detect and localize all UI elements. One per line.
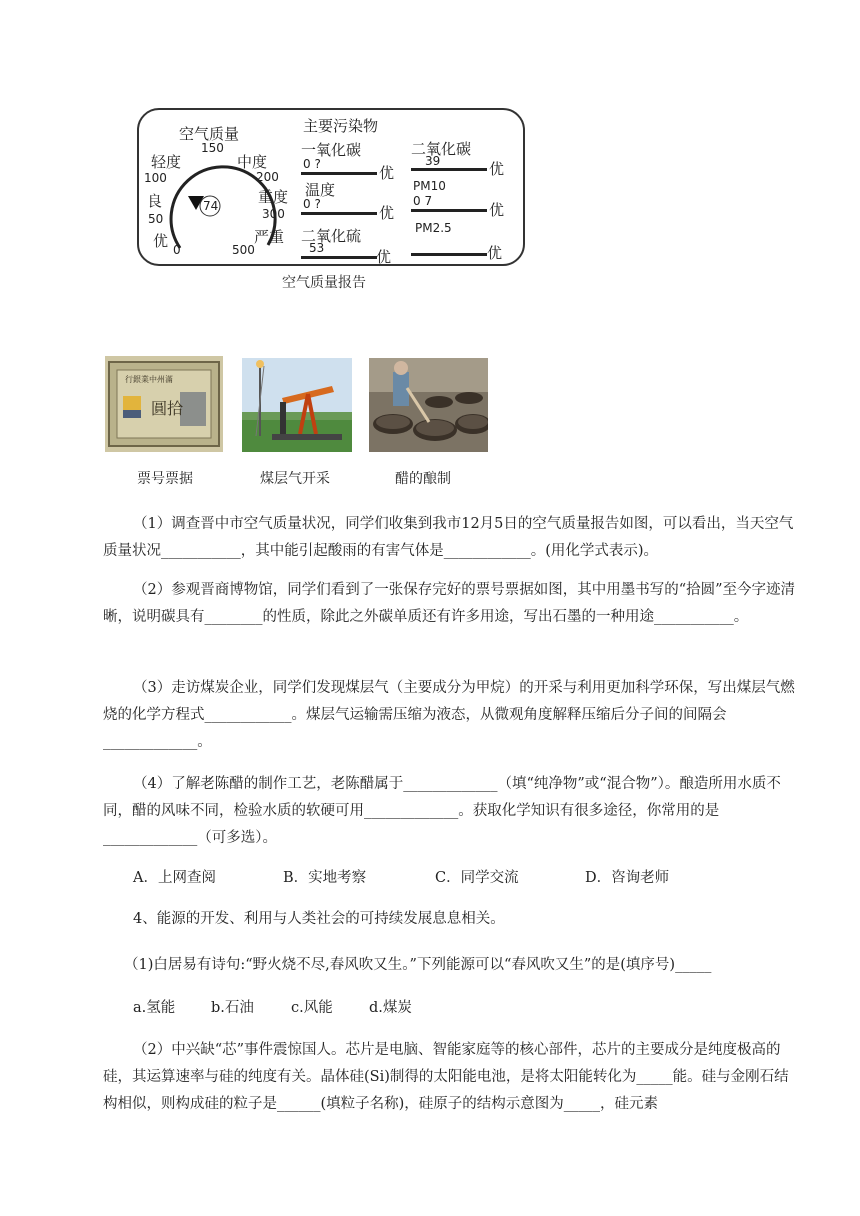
pollutant-bar [301,256,377,259]
pollutant-value: 0 ? [303,197,321,211]
pollutant-bar [301,172,377,175]
photo-caption: 醋的酿制 [395,471,451,487]
energy-option-a: a.氢能 [133,1000,176,1016]
pollutant-bar [411,253,487,256]
gauge-label-200: 200 [256,170,279,184]
gauge-label-excellent: 优 [153,232,169,250]
question-2: （2）参观晋商博物馆，同学们看到了一张保存完好的票号票据如图，其中用墨书写的“拾圆”至今字迹清晰，说明碳具有________的性质，除此之外碳单质还有许多用途，写出石墨的一种用途___________。 [103,582,796,625]
section-4-question-1: （1)白居易有诗句:“野火烧不尽,春风吹又生。”下列能源可以“春风吹又生”的是(填序号)_____ [124,957,712,973]
svg-text:行銀業中州滿: 行銀業中州滿 [125,375,173,384]
pollutant-end-label: 优 [489,201,505,219]
pollutant-bar [411,209,487,212]
pollutant-value: 0 7 [413,194,433,208]
pollutant-value: 39 [425,154,441,168]
pollutant-end-label: 优 [376,248,392,266]
question-3: （3）走访煤炭企业，同学们发现煤层气（主要成分为甲烷）的开采与利用更加科学环保，写出煤层气燃烧的化学方程式____________。煤层气运输需压缩为液态，从微观角度解释压缩后分子间的间隔会_____________。 [103,680,795,750]
option-b: B．实地考察 [283,870,367,886]
section-4-title: 4、能源的开发、利用与人类社会的可持续发展息息相关。 [133,911,505,927]
pollutant-name: 二氧化硫 [301,227,362,245]
gauge-label-heavy: 重度 [258,188,289,206]
energy-option-c: c.风能 [291,1000,333,1016]
pollutant-end-label: 优 [379,164,395,182]
pollutants-title: 主要污染物 [303,117,379,135]
gauge-label-50: 50 [148,212,164,226]
pollutant-bar [411,168,487,171]
svg-text:圓拾: 圓拾 [151,399,184,418]
pollutant-value: 0 ? [303,157,321,171]
gauge-label-light: 轻度 [151,153,182,171]
gauge-title: 空气质量 [179,125,240,143]
pollutant-bar [301,212,377,215]
pollutant-end-label: 优 [489,160,505,178]
section-4-question-2: （2）中兴缺“芯”事件震惊国人。芯片是电脑、智能家庭等的核心部件，芯片的主要成分是纯度极高的硅，其运算速率与硅的纯度有关。晶体硅(Si)制得的太阳能电池，是将太阳能转化为_____能。硅与金刚石结构相似，则构成硅的粒子是______(填粒子名称)，硅原子的结构示意图为_____，硅元素 [103,1042,789,1112]
pollutant-name: 一氧化碳 [301,141,362,159]
gauge-label-severe: 严重 [254,228,285,246]
photo-caption: 煤层气开采 [260,471,330,487]
option-c: C．同学交流 [435,870,519,886]
pumpjack-photo [242,358,352,452]
gauge-label-0: 0 [173,243,181,257]
gauge-label-100: 100 [144,171,167,185]
gauge-label-150: 150 [201,141,224,155]
energy-option-d: d.煤炭 [369,1000,412,1016]
vinegar-brewing-photo [369,358,488,452]
air-quality-caption: 空气质量报告 [282,275,366,291]
gauge-label-500: 500 [232,243,255,257]
gauge-label-300: 300 [262,207,285,221]
pollutant-name: PM2.5 [415,221,452,235]
gauge-value: 74 [203,199,219,213]
gauge-label-good: 良 [147,192,163,210]
option-a: A．上网查阅 [133,870,216,886]
question-4: （4）了解老陈醋的制作工艺，老陈醋属于_____________（填“纯净物”或“混合物”）。酿造所用水质不同，醋的风味不同，检验水质的软硬可用_____________。获取化学知识有很多途径，你常用的是_____________（可多选）。 [103,776,781,846]
photo-caption: 票号票据 [137,471,193,487]
pollutant-end-label: 优 [487,244,503,262]
energy-option-b: b.石油 [211,1000,254,1016]
question-1: （1）调查晋中市空气质量状况，同学们收集到我市12月5日的空气质量报告如图，可以看出，当天空气质量状况___________，其中能引起酸雨的有害气体是____________。(用化学式表示)。 [103,516,794,559]
banknote-photo [105,356,223,452]
pollutant-value: 53 [309,241,325,255]
option-d: D．咨询老师 [585,870,670,886]
pollutant-name: 温度 [305,181,336,199]
gauge-label-moderate: 中度 [237,153,268,171]
pollutant-name: 二氧化碳 [411,140,472,158]
pollutant-end-label: 优 [379,204,395,222]
pollutant-name: PM10 [413,179,446,193]
